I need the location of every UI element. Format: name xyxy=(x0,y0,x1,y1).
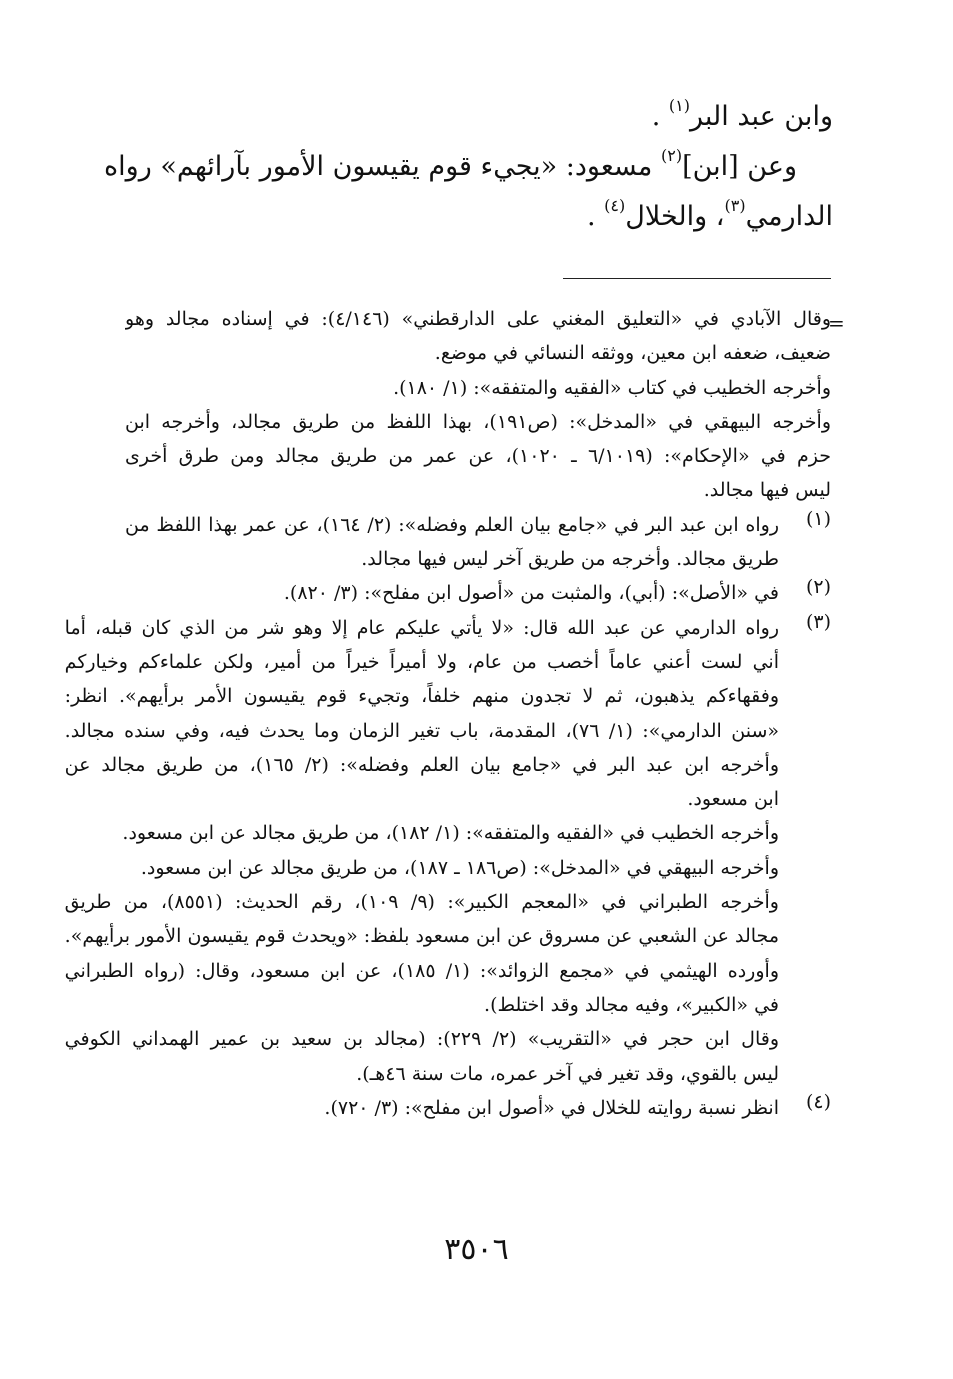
footnote-line: وقال ابن حجر في «التقريب» (٢/ ٢٢٩): (مجالد بن سعيد بن عمير الهمداني الكوفي xyxy=(64,1028,779,1051)
footnote-number: (١) xyxy=(805,507,831,530)
footnote-1 xyxy=(125,508,831,577)
footnote-line: ابن مسعود. xyxy=(687,788,779,811)
footnote-line: رواه ابن عبد البر في «جامع بيان العلم وفضله»: (٢/ ١٦٤)، عن عمر بهذا اللفظ من xyxy=(125,513,779,536)
main-line-2 xyxy=(104,142,833,192)
footnote-ref: (٤) xyxy=(604,196,626,215)
footnote-line: وفقهاءكم يذهبون، ثم لا تجدون منهم خلفاً، وتجيء قوم يقيسون الأمر برأيهم». انظر: xyxy=(64,685,779,708)
footnote-line: وأخرجه البيهقي في «المدخل»: (ص١٩١)، بهذا اللفظ من طريق مجالد، وأخرجه ابن xyxy=(125,410,831,433)
footnote-number: (٤) xyxy=(805,1090,831,1113)
footnote-4 xyxy=(125,1091,831,1125)
main-text xyxy=(104,92,833,242)
footnote-body xyxy=(125,576,779,610)
footnote-line: وأورده الهيثمي في «مجمع الزوائد»: (١/ ١٨٥)، عن ابن مسعود، وقال: (رواه الطبراني xyxy=(64,959,779,982)
footnote-line: في «الأصل»: (أبي)، والمثبت من «أصول ابن مفلح»: (٣/ ٨٢٠). xyxy=(283,582,779,605)
footnote-body xyxy=(125,1091,779,1125)
footnote-line: وأخرجه الخطيب في كتاب «الفقيه والمتفقه»: (١/ ١٨٠). xyxy=(393,376,831,399)
footnote-line: انظر نسبة روايته للخلال في «أصول ابن مفلح»: (٣/ ٧٢٠). xyxy=(324,1096,779,1119)
footnote-number: (٣) xyxy=(805,610,831,633)
main-text-segment: الدارمي xyxy=(745,201,833,232)
continued-footnote xyxy=(125,302,831,508)
footnote-line: مجالد عن الشعبي عن مسروق عن ابن مسعود بلفظ: «ويحدث قوم يقيسون الأمور برأيهم». xyxy=(64,925,779,948)
footnote-line: ضعيف، ضعفه ابن معين، ووثقه النسائي في موضع. xyxy=(434,342,831,365)
main-text-segment: . xyxy=(651,101,661,132)
footnote-number: (٢) xyxy=(805,576,831,599)
footnote-line: وقال الآبادي في «التعليق المغني على الدارقطني» (٤/١٤٦): في إسناده مجالد وهو xyxy=(125,308,831,330)
main-text-segment: مسعود: «يجيء قوم يقيسون الأمور بآرائهم» رواه xyxy=(104,151,653,182)
footnote-3 xyxy=(64,610,831,1091)
footnote-line: طريق مجالد. وأخرجه من طريق آخر ليس فيها مجالد. xyxy=(361,548,779,571)
footnote-line: ليس فيها مجالد. xyxy=(703,479,831,502)
footnote-line: وأخرجه البيهقي في «المدخل»: (ص١٨٦ ـ ١٨٧)، من طريق مجالد عن ابن مسعود. xyxy=(140,856,779,879)
footnote-ref: (٣) xyxy=(724,196,746,215)
main-line-3 xyxy=(125,192,833,242)
footnote-line: ليس بالقوي، وقد تغير في آخر عمره، مات سنة ٤٦هـ). xyxy=(356,1062,779,1085)
footnote-line: في «الكبير»، وفيه مجالد وقد اختلط). xyxy=(484,993,779,1016)
continuation-mark: = xyxy=(828,311,845,335)
page-number: ٣٥٠٦ xyxy=(444,1232,509,1267)
footnote-line: أني لست أعني عاماً أخصب من عام، ولا أميراً خيراً من أمير، ولكن علماءكم وخياركم xyxy=(64,650,779,673)
main-text-segment: ، والخلال xyxy=(625,201,725,232)
main-text-segment: وعن [ابن] xyxy=(682,151,797,182)
footnote-line: حزم في «الإحكام»: (٦/١٠١٩ ـ ١٠٢٠)، عن عمر من طريق مجالد ومن طرق أخرى xyxy=(125,445,831,468)
footnote-ref: (١) xyxy=(668,96,691,115)
footnote-line: وأخرجه ابن عبد البر في «جامع بيان العلم وفضله»: (٢/ ١٦٥)، من طريق مجالد عن xyxy=(64,753,779,776)
footnote-separator xyxy=(563,278,831,279)
main-line-1 xyxy=(125,92,833,142)
footnotes xyxy=(64,302,831,1125)
footnote-2 xyxy=(125,576,831,610)
footnote-line: وأخرجه الطبراني في «المعجم الكبير»: (٩/ ١٠٩)، رقم الحديث: (٨٥٥١)، من طريق xyxy=(64,891,779,914)
footnote-body xyxy=(65,611,779,1091)
footnote-ref: (٢) xyxy=(660,146,683,165)
footnote-line: «سنن الدارمي»: (١/ ٧٦)، المقدمة، باب تغير الزمان وما يحدث فيه، وفي سنده مجالد. xyxy=(64,719,779,742)
main-text-segment: . xyxy=(586,201,596,232)
footnote-line: رواه الدارمي عن عبد الله قال: «لا يأتي عليكم عام إلا وهو شر من الذي كان قبله، أما xyxy=(64,616,779,639)
footnote-body xyxy=(125,508,779,577)
footnote-line: وأخرجه الخطيب في «الفقيه والمتفقه»: (١/ ١٨٢)، من طريق مجالد عن ابن مسعود. xyxy=(122,822,779,845)
main-text-segment: وابن عبد البر xyxy=(690,101,833,132)
